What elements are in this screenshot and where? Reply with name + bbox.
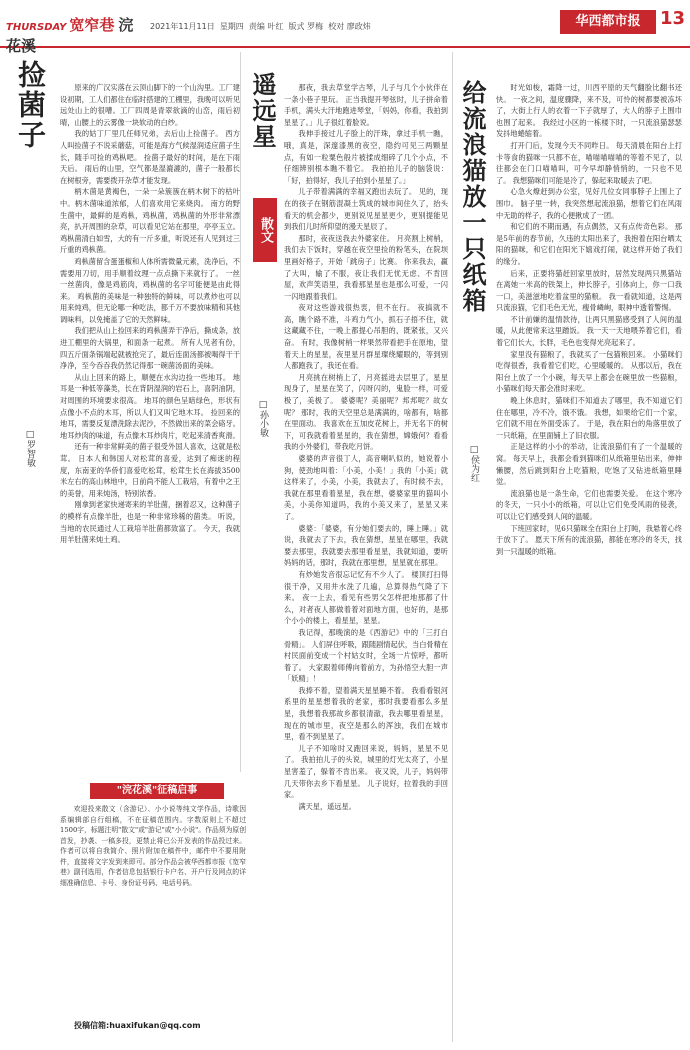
page-number: 13: [660, 8, 686, 29]
article-paragraph: 心急火燎赶到办公室，见好几位女同事脖子上围上了围巾。 脑子里一转，我突然想起流浪猫，想着它们在风雨中无助的样子，我的心便揪成了一团。: [496, 187, 682, 220]
article-title: 捡菌子: [14, 60, 47, 150]
article-paragraph: 儿子不知啥时又跑回来说，妈妈，星星不见了。 我拍拍儿子的头说，城里的灯光太亮了，小星星害羞了，躲着不肯出来。 夜又说，儿子，妈妈带几天带你去乡下看星星。 儿子说好，拉着我的手回家。: [284, 743, 448, 800]
notice-body: [60, 804, 246, 1014]
column-divider: [452, 52, 453, 1042]
article-paragraph: 婆婆的声音很丁人，高音喇叭似的，她说着小狗，使劲地叫着：「小美，小美！」我的「小美」就这样来了，小美，小美，我就去了，有时候不去，我就在那里看着星星，我在想，婆婆家里的猫叫小美，小美你知道吗，我的小美又来了，星星又来了。: [284, 454, 448, 521]
notice-paragraph: 欢迎投来散文（含游记）、小小说等纯文学作品，诗歌因系编辑部自行组稿，不在征稿范围内。字数原则上不超过1500字，标题注明"散文"或"游记"或"小小说"。作品须为原创首发，抄袭、一稿多投，更禁止将已公开发表的作品投过来。作者可以将自我简介、照片附加在稿件中，邮件中不要用附件，直接将文字发到来即可。部分作品会被华西都市报《宽窄巷》副刊选用，作者信息包括银行卡户名、开户行及网点的详细准确信息、卡号、身份证号码、电话号码。: [60, 805, 246, 887]
article-body: [60, 82, 240, 772]
article-paragraph: 有炒她发音很忘记忆有不少人了。 楼顶打扫得很干净，又用井水洗了几遍，总算得热气降了下来。 夜一上去，看见有些男父怎样把地那都了什么，对者夜人都做着着对面地方面，也好的，是那个小小的楼上，看星星，星星。: [284, 569, 448, 626]
article-paragraph: 家里没有猫粮了，我就买了一包猫粮回来。 小猫咪们吃得很香，我看着它们吃，心里暖暖的。 从那以后，我在阳台上放了一个小碗，每天早上都会在碗里放一些猫粮，小猫咪们每天都会准时来吃。: [496, 349, 682, 394]
article-author: □罗智敏: [25, 430, 35, 467]
article-paragraph: 正是这样的小小的举动，让流浪猫们有了一个温暖的窝。 每天早上，我都会看到猫咪们从纸箱里钻出来，伸伸懒腰，然后跳到阳台上吃猫粮，吃饱了又钻进纸箱里睡觉。: [496, 442, 682, 487]
issue-design: 版式 罗梅: [288, 22, 324, 31]
issue-editor: 责编 叶红: [248, 22, 284, 31]
article-paragraph: 从山上回来的路上，顺便在水沟边捡一些地耳。 地耳是一种低等藻类，长在背阴湿润的岩石上，喜阴油阴，对周围的环境要求很高。 地耳的颜色呈暗绿色，形状有点像小不点的木耳，所以人们又叫它地木耳。 捡回来的地耳，需要反复漂洗除去泥沙，不然做出来的菜会硌牙。 地耳炒肉的味道，有点像木耳炒肉片，吃起来清香爽滑。: [60, 372, 240, 440]
article-paragraph: 还有一种非常鲜美的菌子很受外国人喜欢，这就是松茸。 日本人和韩国人对松茸的喜爱，达到了痴迷的程度，东南亚的华侨们喜爱吃松茸，松茸生长在海拔3500米左右的高山林地中，日前尚不能人工栽培，有着中之王的美誉，用来炖汤，特别浓香。: [60, 442, 240, 498]
brand-weekday-en: THURSDAY: [6, 22, 67, 33]
article-paragraph: 我记得，那晚演的是《西游记》中的「三打白骨精」。 人们屏住呼吸，跟随剧情起伏，当白骨精在村民面前变成一个村姑女时，全场一片惊呼，都听着了。 大家跟着师傅向着前方，为孙悟空大胆一声「妖精」！: [284, 627, 448, 684]
article-paragraph: 刚拿到老家快递寄来的羊肚菌，捆着忍又，这种菌子的模样有点像羊肚，也是一种非常珍稀的菌类。 听说，当地的农民通过人工栽培羊肚菌都致富了。 今天，我就用羊肚菌来炖土鸡。: [60, 500, 240, 545]
page-header: [0, 0, 690, 55]
article-paragraph: 我们把从山上捡回来的鸡枞菌弄干净后，撕成条，放进工棚里的大锅里，和面条一起煮。 所有人见者有份，四五斤面条锅端起就被抢完了，最后连面汤都被喝得干干净净，至今吞吞我仍然记得那一碗菌汤面的美味。: [60, 326, 240, 371]
article-paragraph: 婆婆：「婆婆，有分她们要去的，睡上睡。」就说，我就去了下去，我在猜想，星星在哪里，我就要去那里，我就要去那里看星星，我就知道，要听妈妈的话，那时，我就在那里想，星星就在那里。: [284, 523, 448, 568]
article-paragraph: 满天星，遥远星。: [298, 801, 356, 811]
notice-title: "浣花溪"征稿启事: [90, 783, 224, 799]
article-paragraph: 不计前嫌的温情款待，让两只黑猫感受到了人间的温暖，从此便常来这里蹭饭。 我一天一天地喂养着它们，看着它们长大，长胖，毛色也变得光亮起来了。: [496, 314, 682, 348]
article-author: □侯为红: [469, 445, 479, 482]
article-paragraph: 柄木菌是黄褐色，一朵一朵簇簇在柄木树下的枯叶中。柄木菌味道浓郁，人们喜欢用它来烧肉。 南方的野生菌中，最鲜的是鸡枞，鸡枞菌，鸡枞菌的外形非常漂亮，扒开周围的杂草，可以看见它站在那里，亭亭玉立。 鸡枞菌清白如雪，大的有一斤多重，听说还有人见到过三斤重的鸡枞菌。: [60, 187, 240, 255]
article-paragraph: 我伸手接过儿子脸上的汗珠，拿过手机一瞧，哦，真是，深邃漆黑的夜空，隐约可见三两颗星点，有如一粒粟色般片被揉成细碎了几个小点，不仔细辨别根本瞧不着它。 我拍拍儿子的脑袋说：「好，拍得好，我儿子拍到小星星了。」: [284, 129, 448, 185]
article-paragraph: 我捧不着，望着满天星星睡不着。 我看看银河系里的星星想着我的老家，那时我要看那么多星星，我想着我那故乡都很清澈，我去哪里看星星，现在的城市里，夜空是那么的浑浊，我们在城市里，看不到星星了。: [284, 685, 448, 742]
section-brand: [6, 14, 146, 55]
article-paragraph: 下班回家时，见6只猫咪全在阳台上打盹，我悬着心终于放下了。 愿天下所有的流浪猫，都能在寒冷的冬天，找到一只温暖的纸箱。: [496, 523, 682, 556]
article-paragraph: 流浪猫也是一条生命，它们也需要关爱。 在这个寒冷的冬天，一只小小的纸箱，可以让它们免受风雨的侵袭，可以让它们感受到人间的温暖。: [496, 488, 682, 521]
article-paragraph: 原来的广汉实落在云顶山脚下的一个山沟里。工厂建设初期，工人们都住在临时搭建的工棚里，我晚可以听见远处山上的很嘈。工厂四周是青翠欲滴的山峦，雨后初晴，山腰上的云雾像一块软动的白纱。: [60, 83, 240, 127]
article-body: [284, 82, 448, 1022]
issue-weekday: 星期四: [219, 22, 244, 31]
article-paragraph: 和它们的不期而遇，有点偶然，又有点传奇色彩。 那是5年前的春节前，久违的太阳出来了，我抱着在阳台晒太阳的猫咪，和它们在阳光下嬉戏打闹，就这样开始了我们的缘分。: [496, 222, 682, 266]
brand-section: 宽窄巷: [69, 16, 115, 34]
submission-email: 投稿信箱:huaxifukan@qq.com: [74, 1021, 201, 1030]
article-paragraph: 打开门后，发现今天不同昨日。 每天清晨在阳台上打卡等食的猫咪一只都不在，喵喵喵喵喵的等着不见了，以往都会在门口喵喵叫，可今早却静悄悄的，一只也不见了。 我想猫咪们可能是冷了，躲起来取暖去了吧。: [496, 140, 682, 185]
article-paragraph: 儿子带着满满的幸福又跑出去玩了。 见的，现在的孩子在钢筋混凝土筑成的城市间住久了，抬头看天的机会都少，更别说见星星更少，更别提能见到我们儿时所仰望的漫天星辰了。: [284, 187, 448, 232]
article-title: 给流浪猫放一只纸箱: [458, 80, 487, 314]
article-paragraph: 夜对这些游戏很热衷，但不在行。 夜搞就不高，瞧个路不准，斗鸡力气小，抓石子捂不住，就这藏藏不住，一晚上都提心吊胆的，既紧张，又兴奋。 有时，我像树梢一样果然带看把手在原地，望着天上的星星，夜里星月群星璨绕耀眼的，等到别人都跑我了，我还在看。: [284, 303, 448, 371]
issue-date: 2021年11月11日: [150, 22, 215, 31]
article-body: [496, 82, 682, 1022]
issue-proof: 校对 廖政炜: [328, 22, 371, 31]
article-paragraph: 鸡枞菌留含蛋蛋椒和人体所需微量元素，洗净后，不需要用刀切，用手顺着纹理一点点撕下来就行了。 一丝一丝菌肉，像是鸡筋肉，鸡枞菌的名字可能便是由此得来。 鸡枞菌的美味是一种独特的鲜味，可以煮炒也可以用来炖鸡，但无论哪一种吃法，都千万不要放味精和其他调味料，以免掩盖了它的天然鲜味。: [60, 256, 240, 324]
article-paragraph: 月亮挑在树梢上了，月亮摇进去层里了，星星现身了，星星在笑了，闪呀闪的，鬼脸一样，可爱极了，美极了。 婆婆呢？美丽呢？邦邦呢？故女呢？ 那时，我的天空里总是满满的，啥都有，啥都在里面动。 我喜欢在五加皮花树上，并无名下的树下，可我就看着星星的，我在猜想，嫦娥何？看看我的小外婆们，带我吃月饼。: [284, 372, 448, 452]
newspaper-masthead: 华西都市报: [560, 10, 656, 34]
article-author: □孙小敏: [258, 400, 268, 437]
article-paragraph: 那时，夜夜送我去外婆家住。 月亮割上树梢，我们去下饭时，穿越在夜空里捡的粉笔头，在院坝里画好格子，开始「跳房子」比赛。 你来我去，赢了大叫，输了不服，夜让我们无忧无虑、不肯回屋，欢声笑语里，我看那星星也是那么可爱，一闪一闪地跟着我们。: [284, 233, 448, 301]
brand-column: 浣花溪: [6, 16, 134, 55]
article-paragraph: 那夜，我去草堂学古琴，儿子与几个小伙伴在一条小巷子里玩。 正当我提开琴弦时，儿子拼命着手机，满头大汗地跑进琴堂，「妈妈，你看，我拍到星星了。」儿子很红着脸说。: [284, 83, 448, 127]
column-divider: [240, 52, 241, 772]
article-title: 遥远星: [248, 72, 277, 150]
issue-meta: [150, 21, 450, 32]
article-paragraph: 我的姑丁厂里几任师兄弟，去后山上捡菌子。 西方人叫捡菌子不说采蘑菇，可能是海方气候湿润适应菌子生长，随手可捡的鸡枞吧。 捡菌子最好的时间，是在下雨天后。 雨后的山里，空气都是湿漉漉的，菌子一般都长在树根旁，需要拨开杂草才能发现。: [60, 129, 240, 185]
article-paragraph: 时光如梭，霜降一过，川西平原的天气翻脸比翻书还快。 一夜之间，温度骤降，来不及，可怜的树都要被冻坏了，大街上行人的衣着一下子就厚了，大人的脖子上围巾也围了起来。 我经过小区的一栋楼下时，一只流浪猫瑟瑟发抖地蜷缩着。: [496, 83, 682, 139]
article-paragraph: 晚上休息时，猫咪们不知道去了哪里，我不知道它们住在哪里，冷不冷，饿不饿。 我想，如果给它们一个家，它们就不用在外面受冻了。 于是，我在阳台的角落里放了一只纸箱，在里面铺上了旧衣服。: [496, 396, 682, 440]
article-paragraph: 后来，正要将猫赶回家里放时，居然发现两只黑猫站在离她一米高的铁架上，伸长脖子，引体向上，你一口我一口，美滋滋地吃着盆里的猫粮。 我一看就知道，这是两只流浪猫，它们毛色无光，瘦骨嶙峋，眼神中透着警惕。: [496, 268, 682, 313]
genre-badge: 散文: [253, 198, 277, 262]
